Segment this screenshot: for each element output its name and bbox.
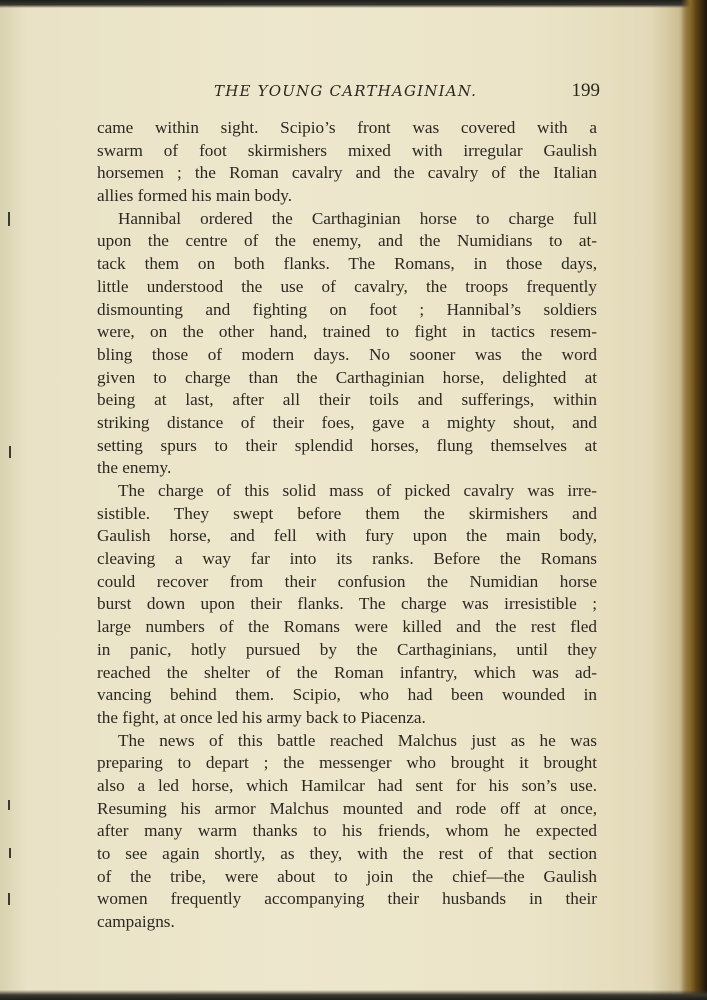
text-line: horsemen ; the Roman cavalry and the cavalry of the Italian (97, 163, 597, 183)
paragraph-first-line: Hannibal ordered the Carthaginian horse to charge full (118, 208, 597, 228)
text-line: setting spurs to their splendid horses, flung themselves at (97, 435, 597, 455)
text-line: the enemy. (97, 458, 172, 478)
text-line: given to charge than the Carthaginian horse, delighted at (97, 367, 597, 387)
margin-mark (9, 446, 11, 458)
text-line: could recover from their confusion the Numidian horse (97, 571, 597, 591)
text-line: dismounting and fighting on foot ; Hannibal’s soldiers (97, 299, 597, 319)
running-title: THE YOUNG CARTHAGINIAN. (214, 82, 478, 100)
text-line: tack them on both flanks. The Romans, in those days, (97, 254, 597, 274)
text-line: being at last, after all their toils and sufferings, within (97, 390, 597, 410)
margin-mark (8, 212, 10, 226)
text-line: bling those of modern days. No sooner was the word (97, 344, 597, 364)
text-line: allies formed his main body. (97, 186, 293, 206)
text-line: of the tribe, were about to join the chief—the Gaulish (97, 866, 597, 886)
text-line: Resuming his armor Malchus mounted and rode off at once, (97, 798, 597, 818)
text-line: campaigns. (97, 912, 175, 932)
text-line: swarm of foot skirmishers mixed with irregular Gaulish (97, 140, 597, 160)
text-line: Gaulish horse, and fell with fury upon the main body, (97, 526, 597, 546)
text-line: were, on the other hand, trained to fight in tactics resem- (97, 322, 597, 342)
text-line: also a led horse, which Hamilcar had sent for his son’s use. (97, 775, 597, 795)
page-top-shadow (0, 0, 707, 8)
paragraph-first-line: The charge of this solid mass of picked cavalry was irre- (118, 481, 597, 500)
page-bottom-shadow (0, 990, 707, 1000)
margin-mark (8, 800, 10, 810)
text-line: sistible. They swept before them the skirmishers and (97, 503, 597, 523)
text-line: the fight, at once led his army back to Piacenza. (97, 707, 426, 727)
text-line: came within sight. Scipio’s front was covered with a (97, 118, 597, 137)
text-line: reached the shelter of the Roman infantry, which was ad- (97, 662, 597, 682)
margin-mark (9, 848, 11, 858)
text-line: striking distance of their foes, gave a mighty shout, and (97, 412, 597, 432)
text-line: to see again shortly, as they, with the rest of that section (97, 844, 597, 863)
text-line: preparing to depart ; the messenger who brought it brought (97, 753, 597, 773)
text-line: in panic, hotly pursued by the Carthaginians, until they (97, 639, 597, 659)
page-header (96, 78, 602, 108)
margin-mark (8, 893, 10, 905)
text-line: burst down upon their flanks. The charge was irresistible ; (97, 594, 597, 614)
text-line: cleaving a way far into its ranks. Before the Romans (97, 549, 597, 569)
body-text (97, 117, 597, 934)
text-line: large numbers of the Romans were killed and the rest fled (97, 617, 597, 637)
text-line: vancing behind them. Scipio, who had been wounded in (97, 685, 597, 705)
book-spine-edge (681, 0, 707, 1000)
text-line: little understood the use of cavalry, the troops frequently (97, 276, 597, 296)
paragraph-first-line: The news of this battle reached Malchus just as he was (118, 730, 597, 750)
text-line: upon the centre of the enemy, and the Numidians to at- (97, 231, 597, 251)
text-line: after many warm thanks to his friends, whom he expected (97, 821, 597, 841)
text-line: women frequently accompanying their husbands in their (97, 889, 597, 909)
page-number: 199 (571, 80, 600, 101)
